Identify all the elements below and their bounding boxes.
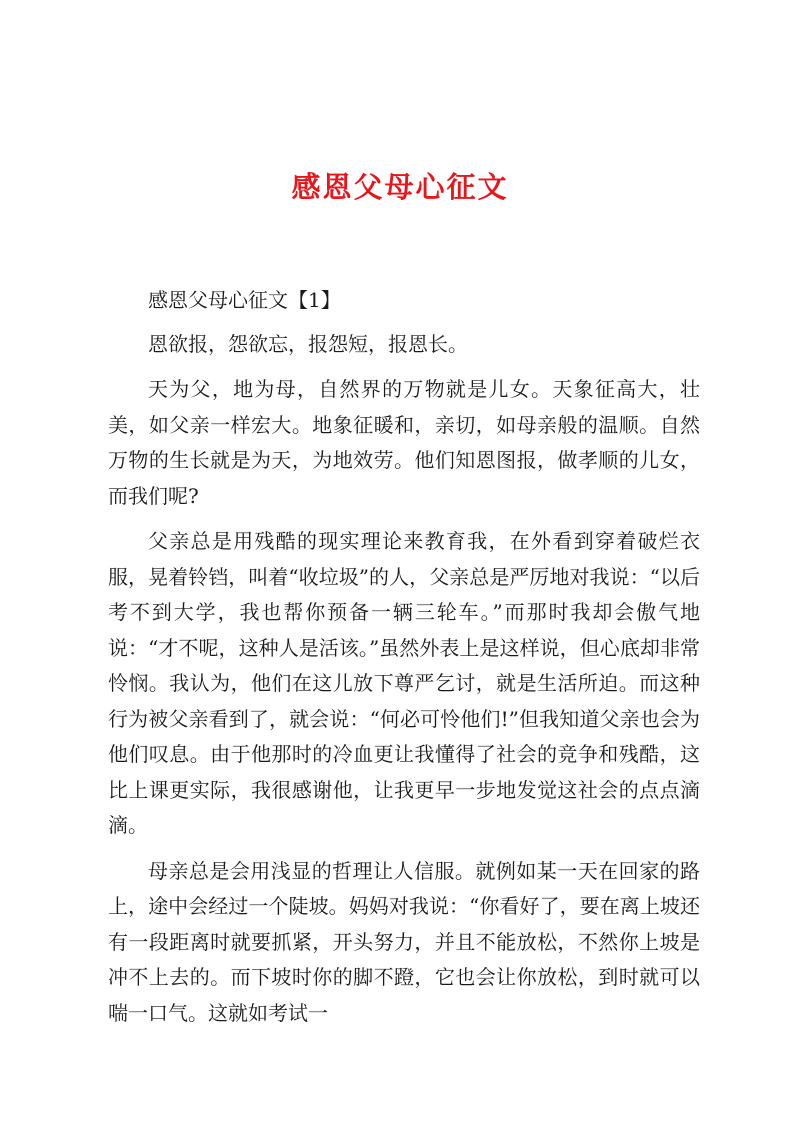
paragraph-motto: 恩欲报，怨欲忘，报怨短，报恩长。 bbox=[148, 331, 468, 356]
section-heading: 感恩父母心征文【1】 bbox=[148, 288, 341, 312]
document-body bbox=[108, 283, 700, 1041]
paragraph-heaven-earth: 天为父，地为母，自然界的万物就是儿女。天象征高大，壮美，如父亲一样宏大。地象征暖和，亲切，如母亲般的温顺。自然万物的生长就是为天，为地效劳。他们知恩图报，做孝顺的儿女，而我们呢? bbox=[108, 377, 700, 508]
paragraph-mother: 母亲总是会用浅显的哲理让人信服。就例如某一天在回家的路上，途中会经过一个陡坡。妈妈对我说：“你看好了，要在离上坡还有一段距离时就要抓紧，开头努力，并且不能放松，不然你上坡是冲不上去的。而下坡时你的脚不蹬，它也会让你放松，到时就可以喘一口气。这就如考试一 bbox=[108, 858, 700, 1025]
paragraph-father: 父亲总是用残酷的现实理论来教育我，在外看到穿着破烂衣服，晃着铃铛，叫着“收垃圾”的人，父亲总是严厉地对我说：“以后考不到大学，我也帮你预备一辆三轮车。”而那时我却会傲气地说：“才不呢，这种人是活该。”虽然外表上是这样说，但心底却非常怜悯。我认为，他们在这儿放下尊严乞讨，就是生活所迫。而这种行为被父亲看到了，就会说：“何必可怜他们!”但我知道父亲也会为他们叹息。由于他那时的冷血更让我懂得了社会的竞争和残酷，这比上课更实际，我很感谢他，让我更早一步地发觉这社会的点点滴滴。 bbox=[108, 529, 700, 837]
document-title: 感恩父母心征文 bbox=[291, 170, 509, 204]
